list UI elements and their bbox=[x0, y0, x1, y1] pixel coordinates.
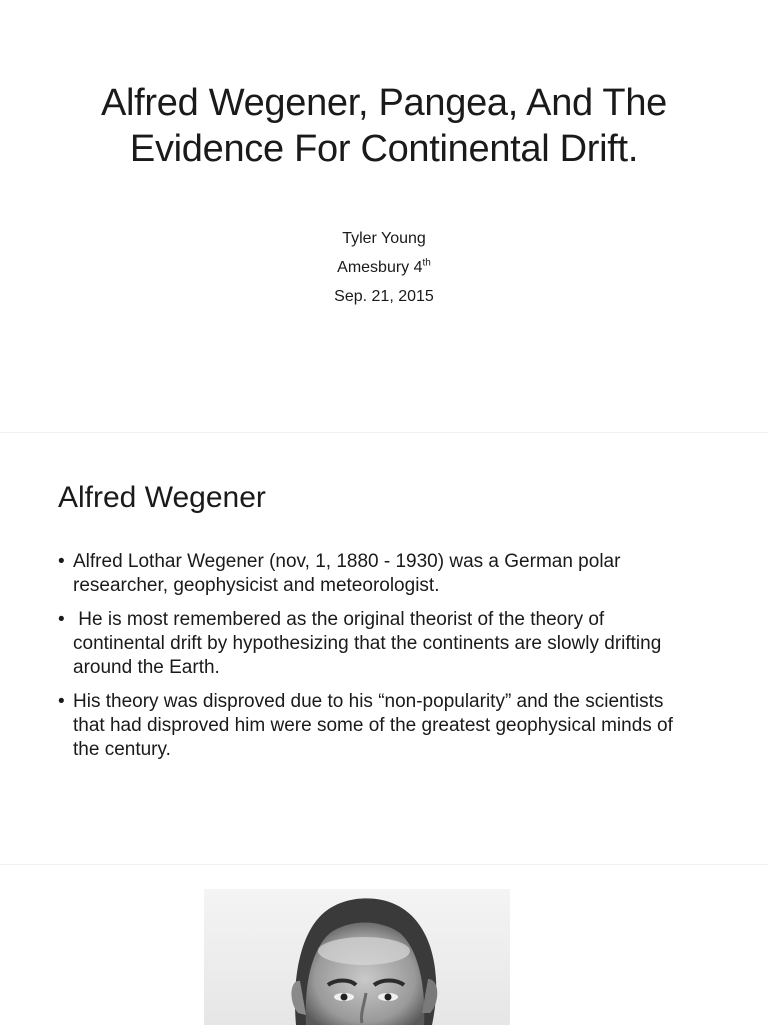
class-info bbox=[184, 255, 584, 284]
presentation-date: Sep. 21, 2015 bbox=[334, 288, 434, 305]
bullet-text: Alfred Lothar Wegener (nov, 1, 1880 - 1930) was a German polar researcher, geophysicist and meteorologist. bbox=[73, 551, 621, 596]
bullet-item bbox=[58, 550, 698, 598]
bullet-dot: • bbox=[58, 551, 65, 572]
bullet-text: His theory was disproved due to his “non-popularity” and the scientists that had disproved him were some of the greatest geophysical minds of the century. bbox=[73, 691, 673, 760]
class-suffix: th bbox=[422, 257, 431, 269]
bio-heading: Alfred Wegener bbox=[58, 481, 266, 514]
portrait-illustration bbox=[204, 889, 510, 1025]
photo-slide bbox=[0, 864, 768, 1025]
title-slide bbox=[0, 0, 768, 432]
bullet-item bbox=[58, 608, 698, 680]
bullet-text: He is most remembered as the original theorist of the theory of continental drift by hypothesizing that the continents are slowly drifting around the Earth. bbox=[73, 609, 667, 678]
bullet-dot: • bbox=[58, 609, 65, 630]
presentation-title: Alfred Wegener, Pangea, And The Evidence For Continental Drift. bbox=[100, 82, 668, 170]
author-name: Tyler Young bbox=[342, 230, 426, 247]
bullet-dot: • bbox=[58, 691, 65, 712]
bullet-item bbox=[58, 690, 698, 762]
class-name: Amesbury 4 bbox=[337, 259, 423, 276]
subtitle-block bbox=[184, 226, 584, 313]
bio-slide bbox=[0, 432, 768, 865]
portrait-photo bbox=[204, 889, 510, 1025]
bullet-list bbox=[58, 550, 698, 772]
